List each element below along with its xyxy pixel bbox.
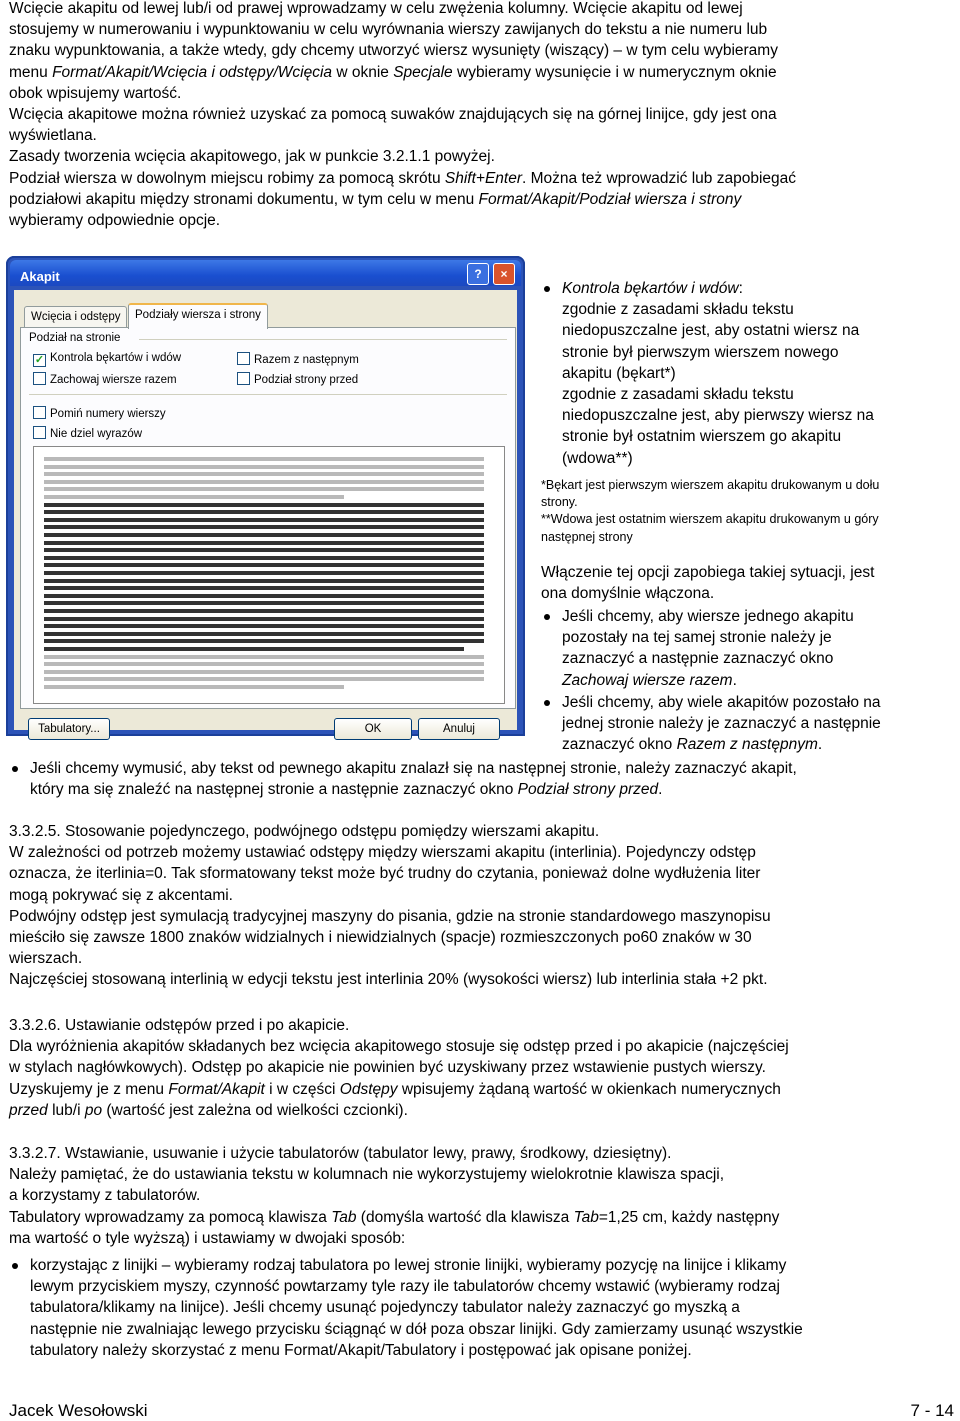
text-line: Dla wyróżnienia akapitów składanych bez wcięcia akapitowego stosuje się odstęp przed i po akapicie (najczęściej: [9, 1038, 789, 1056]
footnotes: [541, 477, 959, 546]
text-line: akapitu (bękart*): [562, 364, 676, 382]
bullet-icon: [12, 1263, 18, 1269]
help-icon[interactable]: ?: [467, 263, 489, 285]
group-divider: [139, 339, 507, 340]
preview-text-line: [44, 655, 484, 659]
bullet-icon: [12, 766, 18, 772]
checkmark-icon: ✓: [34, 354, 45, 366]
preview-text-line: [44, 624, 484, 628]
text-line: menu Format/Akapit/Wcięcia i odstępy/Wcięcia w oknie Specjale wybieramy wysunięcie i w numerycznym oknie: [9, 63, 777, 81]
checkbox-box-icon: [33, 426, 46, 439]
bullet-icon: [544, 286, 550, 292]
text-line: Kontrola bękartów i wdów:: [562, 280, 743, 297]
text-line: obok wpisujemy wartość.: [9, 84, 182, 102]
text-line: ma wartość o tyle wyższą) i ustawiamy w dwojaki sposób:: [9, 1229, 406, 1247]
dont-hyphenate-checkbox[interactable]: Nie dziel wyrazów: [33, 426, 142, 440]
text-line: zaznaczyć a następnie zaznaczyć okno: [562, 650, 834, 668]
text-line: zgodnie z zasadami składu tekstu: [562, 301, 794, 319]
text-line: niedopuszczalne jest, aby pierwszy wiersz na: [562, 407, 874, 425]
text-line: Najczęściej stosowaną interlinią w edycji tekstu jest interlinia 20% (wysokości wiersz) lub interlinia stała +2 pkt.: [9, 971, 768, 989]
preview-text-line: [44, 685, 344, 689]
bullet-icon: [544, 700, 550, 706]
preview-text-line: [44, 594, 484, 598]
text-line: wybieramy odpowiednie opcje.: [9, 212, 221, 230]
checkbox-box-icon: [33, 406, 46, 419]
preview-text-line: [44, 480, 484, 484]
preview-text-line: [44, 571, 484, 575]
page-break-before-checkbox[interactable]: Podział strony przed: [237, 372, 358, 386]
top-paragraph: [9, 0, 959, 231]
footnote-line: strony.: [541, 495, 578, 510]
preview-text-line: [44, 670, 484, 674]
keep-lines-note: [562, 606, 960, 691]
text-line: jednej stronie należy je zaznaczyć a następnie: [562, 715, 881, 733]
tab-line-page-breaks[interactable]: Podziały wiersza i strony: [128, 303, 268, 329]
preview-text-line: [44, 579, 484, 583]
cancel-button[interactable]: Anuluj: [418, 718, 500, 740]
text-line: Zasady tworzenia wcięcia akapitowego, jak w punkcie 3.2.1.1 powyżej.: [9, 148, 495, 166]
text-line: przed lub/i po (wartość jest zależna od wielkości czcionki).: [9, 1101, 408, 1119]
text-line: Jeśli chcemy, aby wiersze jednego akapitu: [562, 608, 854, 625]
section-heading: 3.3.2.7. Wstawianie, usuwanie i użycie tabulatorów (tabulator lewy, prawy, środkowy, dziesiętny).: [9, 1145, 672, 1162]
checkbox-box-icon: [33, 372, 46, 385]
preview-text-line: [44, 525, 484, 529]
text-line: stosujemy w numerowaniu i wypunktowaniu w celu wyrównania wierszy zawijanych do tekstu a nie numeru lub: [9, 21, 768, 39]
text-line: znaku wypunktowania, a także wtedy, gdy chcemy utworzyć wiersz wysunięty (wiszący) – w tym celu wybieramy: [9, 42, 778, 60]
ruler-tabs-note: [30, 1255, 960, 1361]
text-line: w stylach nagłówkowych). Odstęp po akapicie nie powinien być uzyskiwany przez wstawienie pustych wierszy.: [9, 1059, 766, 1077]
text-line: pozostały na tej samej stronie należy je: [562, 629, 832, 647]
checkbox-box-icon: [237, 372, 250, 385]
section-tabs: [9, 1143, 959, 1249]
text-line: mieściło się zawsze 1800 znaków widzialnych i niewidzialnych (spacje) rozmieszczonych po60 znaków w 30: [9, 929, 752, 947]
preview-text-line: [44, 457, 484, 461]
section-heading: 3.3.2.6. Ustawianie odstępów przed i po akapicie.: [9, 1017, 350, 1034]
keep-with-next-note: [562, 692, 960, 756]
dialog-client: [14, 290, 517, 735]
ok-button[interactable]: OK: [334, 718, 412, 740]
preview-text-line: [44, 510, 484, 514]
text-line: stronie był pierwszym wierszem nowego: [562, 343, 839, 361]
text-line: korzystając z linijki – wybieramy rodzaj tabulatora po lewej stronie linijki, wybieramy pozycję na linijce i klikamy: [30, 1257, 787, 1274]
text-line: następnie nie zwalniając lewego przycisku ściągnąć w dół poza obszar linijki. Gdy zamierzamy usunąć wszystkie: [30, 1320, 803, 1338]
keep-lines-together-checkbox[interactable]: Zachowaj wiersze razem: [33, 372, 177, 386]
text-line: niedopuszczalne jest, aby ostatni wiersz na: [562, 322, 860, 340]
preview-text-line: [44, 662, 484, 666]
section-heading: 3.3.2.5. Stosowanie pojedynczego, podwójnego odstępu pomiędzy wierszami akapitu.: [9, 823, 600, 840]
preview-text-line: [44, 533, 484, 537]
text-line: Podwójny odstęp jest symulacją tradycyjnej maszyny do pisania, gdzie na stronie standardowego maszynopisu: [9, 907, 771, 925]
paragraph-dialog: [6, 256, 525, 736]
text-line: Wcięcia akapitowe można również uzyskać za pomocą suwaków znajdujących się na górnej linijce, gdy jest ona: [9, 106, 777, 124]
widow-orphan-explanation: [562, 278, 960, 469]
preview-text-line: [44, 541, 484, 545]
text-line: zgodnie z zasadami składu tekstu: [562, 386, 794, 404]
tab-indents[interactable]: Wcięcia i odstępy: [24, 306, 127, 327]
text-line: Wcięcie akapitu od lewej lub/i od prawej wprowadzamy w celu zwężenia kolumny. Wcięcie akapitu od lewej: [9, 0, 743, 17]
preview-text-line: [44, 586, 484, 590]
text-line: oznacza, że iterlinia=0. Tak sformatowany tekst może być trudny do czytania, ponieważ dolne wydłużenia liter: [9, 865, 761, 883]
text-line: Jeśli chcemy wymusić, aby tekst od pewnego akapitu znalazł się na następnej stronie, należy zaznaczyć akapit,: [30, 760, 797, 777]
text-line: tabulatora/klikamy na linijce). Jeśli chcemy usunąć pojedynczy tabulator należy zaznaczyć go myszką a: [30, 1299, 740, 1317]
footnote-line: następnej strony: [541, 529, 633, 544]
section-paragraph-spacing: [9, 1015, 959, 1121]
footer-author: Jacek Wesołowski: [9, 1401, 148, 1420]
footnote-line: *Bękart jest pierwszym wierszem akapitu drukowanym u dołu: [541, 478, 880, 492]
checkbox-box-icon: [237, 352, 250, 365]
text-line: ona domyślnie włączona.: [541, 585, 715, 603]
footnote-line: **Wdowa jest ostatnim wierszem akapitu drukowanym u góry: [541, 512, 879, 527]
preview-text-line: [44, 487, 484, 491]
preview-text-line: [44, 548, 484, 552]
group-divider: [29, 394, 507, 395]
text-line: lewym przyciskiem myszy, czynność powtarzamy tyle razy ile tabulatorów chcemy wstawić (wybieramy rodzaj: [30, 1278, 780, 1296]
group-label-pagination: Podział na stronie: [29, 332, 121, 344]
tabs-button[interactable]: Tabulatory...: [28, 718, 110, 740]
section-line-spacing: [9, 821, 959, 991]
footer-page-number: 7 - 14: [910, 1401, 954, 1420]
bullet-icon: [544, 614, 550, 620]
page-break-before-note: [30, 758, 960, 800]
text-line: który ma się znaleźć na następnej stronie a następnie zaznaczyć okno Podział strony przed.: [30, 781, 663, 799]
text-line: Zachowaj wiersze razem.: [562, 671, 737, 689]
text-line: zaznaczyć okno Razem z następnym.: [562, 736, 823, 754]
preview-text-line: [44, 472, 484, 476]
tab-panel: [20, 327, 516, 709]
dialog-titlebar: [10, 260, 521, 286]
text-line: mogą pokrywać się z akcentami.: [9, 886, 233, 904]
preview-text-line: [44, 495, 344, 499]
text-line: stronie był ostatnim wierszem go akapitu: [562, 428, 842, 446]
preview-text-line: [44, 601, 484, 605]
preview-text-line: [44, 639, 484, 643]
preview-text-line: [44, 677, 484, 681]
dialog-title: Akapit: [20, 269, 60, 284]
close-icon[interactable]: ×: [493, 263, 515, 285]
text-line: Uzyskujemy je z menu Format/Akapit i w części Odstępy wpisujemy żądaną wartość w okienkach numerycznych: [9, 1080, 781, 1098]
preview-box: [33, 446, 505, 704]
preview-text-line: [44, 556, 484, 560]
text-line: Należy pamiętać, że do ustawiania tekstu w kolumnach nie wykorzystujemy wielokrotnie klawisza spacji,: [9, 1166, 725, 1184]
text-line: wierszach.: [9, 950, 83, 968]
keep-with-next-checkbox[interactable]: Razem z następnym: [237, 352, 359, 366]
preview-text-line: [44, 563, 484, 567]
widow-control-checkbox[interactable]: ✓ Kontrola bękartów i wdów: [34, 352, 182, 366]
text-line: wyświetlana.: [9, 127, 97, 145]
suppress-line-numbers-checkbox[interactable]: Pomiń numery wierszy: [33, 406, 166, 420]
text-line: Włączenie tej opcji zapobiega takiej sytuacji, jest: [541, 564, 875, 581]
text-line: Tabulatory wprowadzamy za pomocą klawisza Tab (domyśla wartość dla klawisza Tab=1,25 cm, każdy następny: [9, 1208, 780, 1226]
text-line: a korzystamy z tabulatorów.: [9, 1187, 201, 1205]
text-line: (wdowa**): [562, 449, 633, 467]
preview-text-line: [44, 503, 484, 507]
preview-text-line: [44, 609, 484, 613]
preview-text-line: [44, 617, 484, 621]
preview-text-line: [44, 632, 484, 636]
text-line: Jeśli chcemy, aby wiele akapitów pozostało na: [562, 694, 881, 711]
text-line: Podział wiersza w dowolnym miejscu robimy za pomocą skrótu Shift+Enter. Można też wprowadzić lub zapobiegać: [9, 169, 796, 187]
text-line: W zależności od potrzeb możemy ustawiać odstępy między wierszami akapitu (interlinia). Pojedynczy odstęp: [9, 844, 756, 862]
preview-text-line: [44, 647, 464, 651]
text-line: podziałowi akapitu między stronami dokumentu, w tym celu w menu Format/Akapit/Podział wiersza i strony: [9, 190, 742, 208]
preview-text-line: [44, 465, 484, 469]
default-on-note: [541, 562, 959, 604]
text-line: tabulatory należy skorzystać z menu Format/Akapit/Tabulatory i postępować jak opisane poniżej.: [30, 1341, 692, 1359]
preview-text-line: [44, 518, 484, 522]
